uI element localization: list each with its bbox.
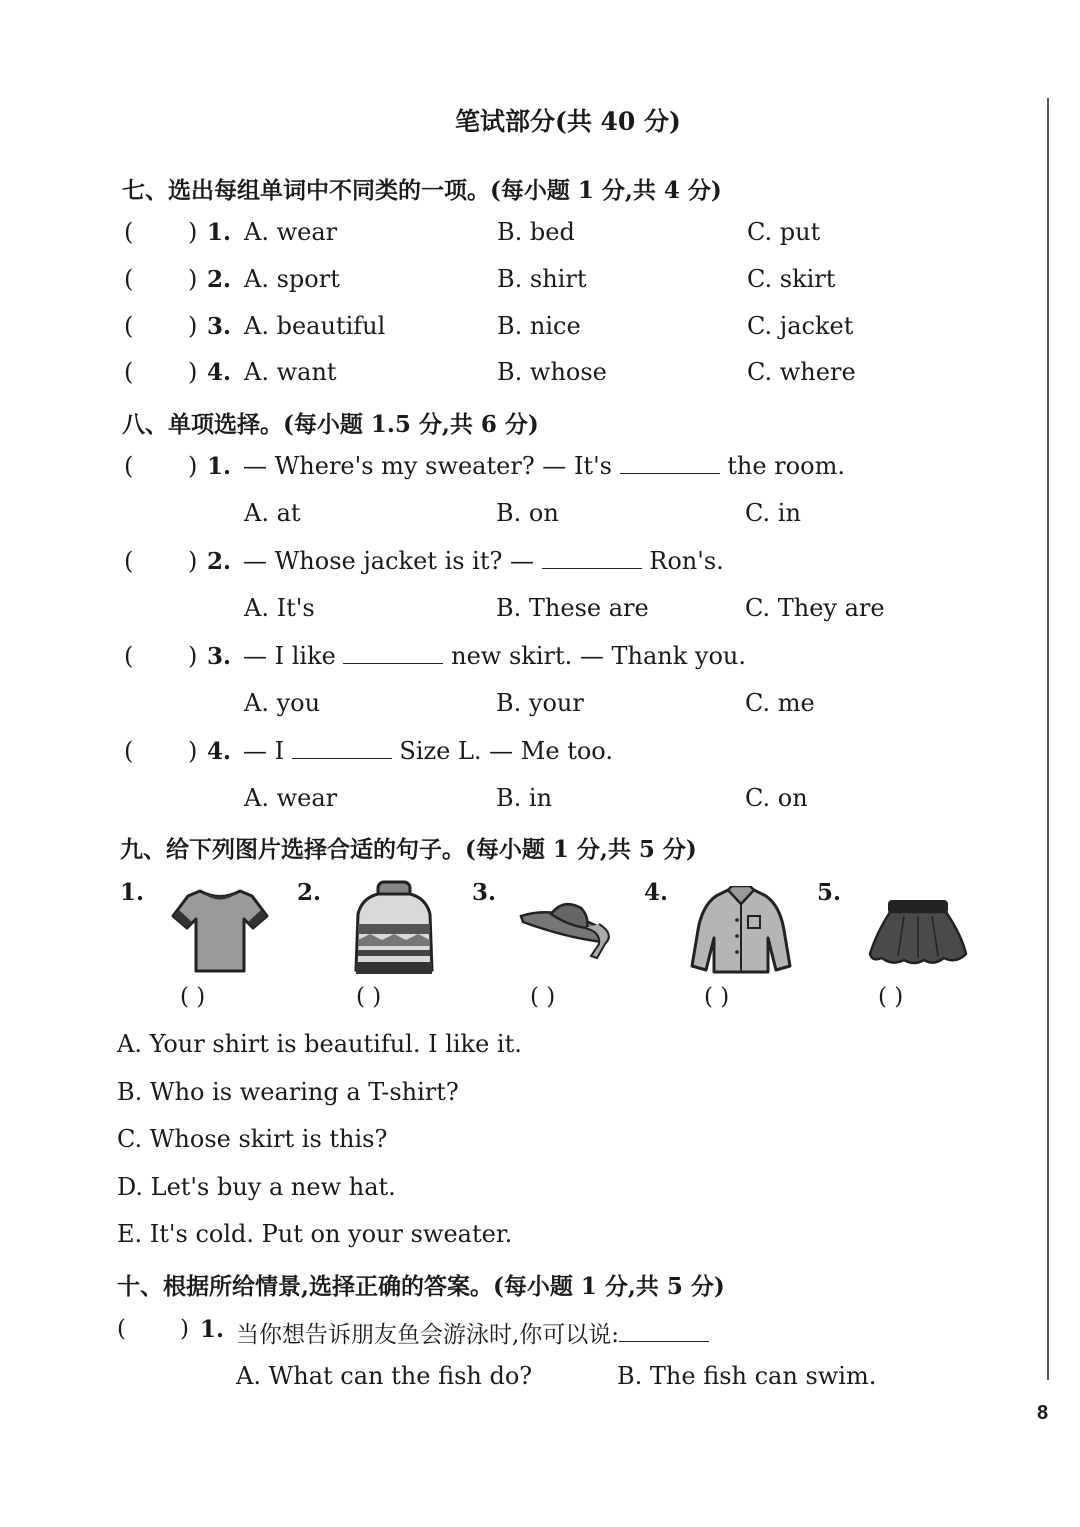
answer-blank[interactable] xyxy=(343,662,443,664)
picture-number: 3. xyxy=(472,879,497,906)
question-number: 3. xyxy=(207,643,232,670)
shirt-picture xyxy=(690,886,792,976)
question-number: 3. xyxy=(207,313,232,340)
page-number: 8 xyxy=(1037,1402,1049,1424)
question-text xyxy=(243,452,845,480)
sentence-option: E. It's cold. Put on your sweater. xyxy=(117,1220,513,1248)
skirt-picture xyxy=(868,896,968,968)
answer-paren[interactable]: ( ) xyxy=(180,984,206,1010)
answer-paren-close[interactable]: ) xyxy=(188,218,198,246)
answer-paren-open[interactable]: ( xyxy=(124,218,134,246)
option-c: C. They are xyxy=(745,594,885,622)
answer-blank[interactable] xyxy=(542,567,642,569)
option-a: A. wear xyxy=(244,784,338,812)
question-text xyxy=(243,737,613,765)
answer-paren[interactable]: ( ) xyxy=(530,984,556,1010)
picture-number: 1. xyxy=(120,879,145,906)
question-part-1: — Whose jacket is it? — xyxy=(243,547,534,575)
answer-paren-close[interactable]: ) xyxy=(188,265,198,293)
option-c: C. me xyxy=(745,689,815,717)
answer-blank[interactable] xyxy=(292,757,392,759)
question-part-2: the room. xyxy=(727,452,845,480)
option-a: A. you xyxy=(244,689,321,717)
answer-paren-open[interactable]: ( xyxy=(124,358,134,386)
hat-picture xyxy=(517,900,619,962)
answer-paren[interactable]: ( ) xyxy=(704,984,730,1010)
answer-paren-open[interactable]: ( xyxy=(124,312,134,340)
question-number: 4. xyxy=(207,359,232,386)
answer-paren-open[interactable]: ( xyxy=(124,547,134,575)
question-number: 4. xyxy=(207,738,232,765)
t-shirt-picture xyxy=(170,886,270,976)
option-a: A. It's xyxy=(244,594,315,622)
question-part-2: Ron's. xyxy=(649,547,724,575)
picture-number: 2. xyxy=(297,879,322,906)
answer-paren-open[interactable]: ( xyxy=(124,452,134,480)
answer-paren-close[interactable]: ) xyxy=(188,452,198,480)
option-a: A. What can the fish do? xyxy=(236,1362,533,1390)
answer-paren-open[interactable]: ( xyxy=(117,1316,126,1342)
option-b: B. bed xyxy=(497,218,575,246)
question-number: 2. xyxy=(207,266,232,293)
answer-blank[interactable] xyxy=(619,1340,709,1342)
sentence-option: A. Your shirt is beautiful. I like it. xyxy=(117,1030,522,1058)
option-a: A. at xyxy=(244,499,301,527)
answer-paren-open[interactable]: ( xyxy=(124,265,134,293)
sentence-option: D. Let's buy a new hat. xyxy=(117,1173,396,1201)
option-b: B. These are xyxy=(496,594,649,622)
answer-blank[interactable] xyxy=(620,472,720,474)
sentence-option: B. Who is wearing a T-shirt? xyxy=(117,1078,459,1106)
answer-paren-open[interactable]: ( xyxy=(124,737,134,765)
question-text xyxy=(243,642,746,670)
answer-paren-close[interactable]: ) xyxy=(188,312,198,340)
answer-paren-close[interactable]: ) xyxy=(188,358,198,386)
section-10-heading: 十、根据所给情景,选择正确的答案。(每小题 1 分,共 5 分) xyxy=(117,1273,725,1300)
option-c: C. jacket xyxy=(747,312,854,340)
option-b: B. The fish can swim. xyxy=(617,1362,877,1390)
picture-number: 5. xyxy=(817,879,842,906)
option-c: C. on xyxy=(745,784,808,812)
option-c: C. put xyxy=(747,218,821,246)
answer-paren-close[interactable]: ) xyxy=(180,1316,189,1342)
answer-paren-close[interactable]: ) xyxy=(188,737,198,765)
option-a: A. beautiful xyxy=(244,312,386,340)
question-number: 2. xyxy=(207,548,232,575)
picture-number: 4. xyxy=(644,879,669,906)
option-a: A. sport xyxy=(244,265,340,293)
page-title: 笔试部分(共 40 分) xyxy=(455,107,681,136)
option-b: B. shirt xyxy=(497,265,587,293)
question-number: 1. xyxy=(207,453,232,480)
question-number: 1. xyxy=(207,219,232,246)
option-c: C. where xyxy=(747,358,856,386)
question-part-1: — I like xyxy=(243,642,336,670)
answer-paren-open[interactable]: ( xyxy=(124,642,134,670)
question-part-1: — Where's my sweater? — It's xyxy=(243,452,612,480)
option-b: B. nice xyxy=(497,312,581,340)
question-number: 1. xyxy=(200,1316,225,1343)
option-c: C. skirt xyxy=(747,265,836,293)
answer-paren[interactable]: ( ) xyxy=(356,984,382,1010)
section-9-heading: 九、给下列图片选择合适的句子。(每小题 1 分,共 5 分) xyxy=(120,836,697,863)
question-text xyxy=(243,547,724,575)
sentence-option: C. Whose skirt is this? xyxy=(117,1125,388,1153)
question-part-1: — I xyxy=(243,737,285,765)
option-b: B. in xyxy=(496,784,553,812)
question-part-2: Size L. — Me too. xyxy=(399,737,613,765)
question-part-2: new skirt. — Thank you. xyxy=(451,642,746,670)
answer-paren-close[interactable]: ) xyxy=(188,642,198,670)
question-text-cn: 当你想告诉朋友鱼会游泳时,你可以说: xyxy=(236,1322,620,1348)
question-text xyxy=(236,1316,709,1349)
option-b: B. your xyxy=(496,689,584,717)
answer-paren-close[interactable]: ) xyxy=(188,547,198,575)
section-8-heading: 八、单项选择。(每小题 1.5 分,共 6 分) xyxy=(122,411,539,438)
option-b: B. on xyxy=(496,499,559,527)
margin-rule xyxy=(1047,98,1049,1380)
answer-paren[interactable]: ( ) xyxy=(878,984,904,1010)
sweater-picture xyxy=(348,880,440,980)
option-b: B. whose xyxy=(497,358,607,386)
option-a: A. want xyxy=(244,358,337,386)
option-a: A. wear xyxy=(244,218,338,246)
option-c: C. in xyxy=(745,499,801,527)
section-7-heading: 七、选出每组单词中不同类的一项。(每小题 1 分,共 4 分) xyxy=(122,177,722,204)
